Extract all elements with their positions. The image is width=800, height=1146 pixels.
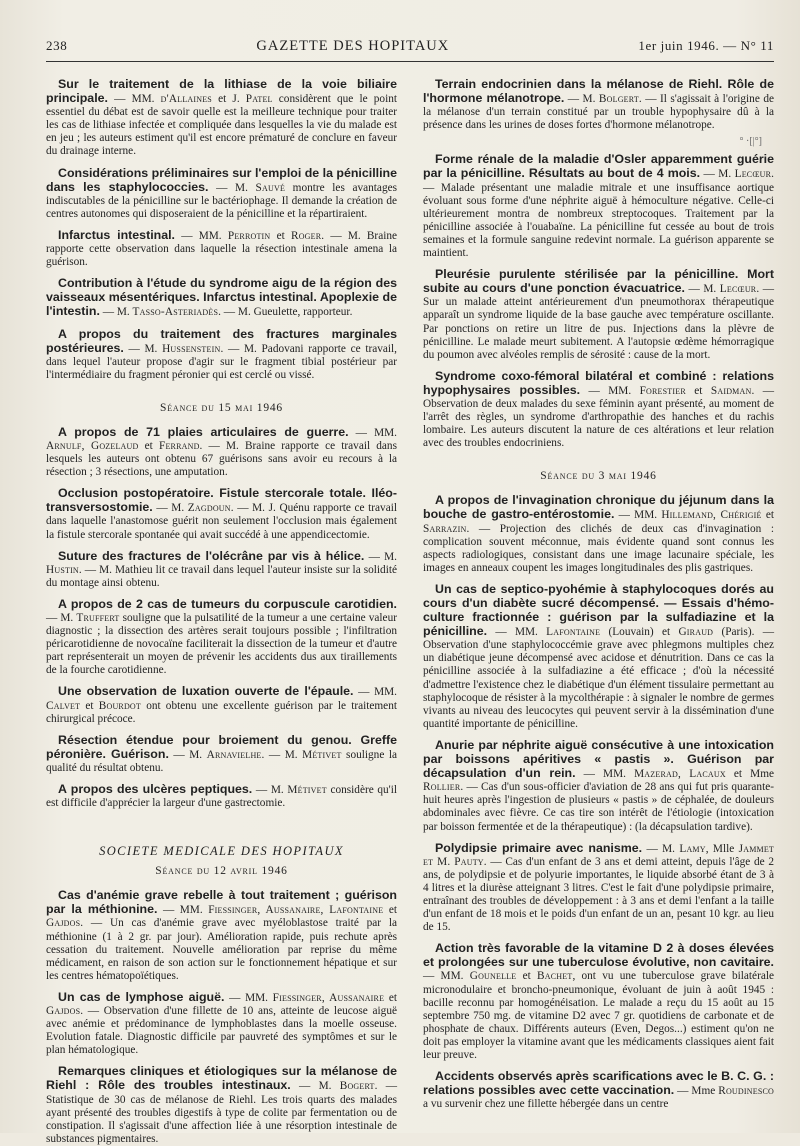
- entry-authors: Fiessinger, Aussanaire, Lafontaine: [208, 904, 384, 917]
- entry-authors-2: Métivet: [302, 748, 342, 761]
- abstract-entry: [423, 942, 774, 1062]
- entry-authors: Hussenstein: [162, 342, 221, 355]
- abstract-entry: [423, 739, 774, 834]
- abstract-entry: [46, 783, 397, 810]
- entry-connector: , Mlle: [705, 842, 739, 855]
- abstract-entry: [46, 889, 397, 983]
- abstract-entry: [46, 1065, 397, 1146]
- entry-prefix: — M.: [168, 748, 207, 761]
- entry-authors: Métivet: [287, 784, 327, 797]
- entry-text: (Paris). — Observation d'une staphylococcémie grave avec phlegmons multiples chez un diabétique jeune décompensé avec acidose et dénutrition. Dans ce cas la pénicilline associée à la sulfadiazine a été efficace ; d'où la nécessité d'admettre l'existence chez le diabétique d'un élément tissulaire permettant au staphylocoque de résister à la mycolthérapie : à signaler le nombre de germes vivants au niveau des leucocytes qui peuvent servir à la dissémination d'une quantité importante de pénicilline.: [423, 626, 775, 730]
- entry-text: . — Statistique de 30 cas de mélanose de Riehl. Les trois quarts des malades ayant présenté des troubles digestifs à type de colite par fermentation ou de constipation. Il s'agissait d'une affection liée à une résorption intestinale de substances pigmentaires.: [46, 1080, 398, 1145]
- entry-authors: Lecœur: [734, 168, 772, 181]
- entry-connector: et: [384, 991, 397, 1004]
- entry-prefix: — MM.: [575, 768, 635, 781]
- entry-connector: et: [138, 439, 159, 452]
- abstract-entry: [46, 167, 397, 221]
- entry-authors: Bogert: [339, 1080, 375, 1093]
- entry-text: . — M. Padovani rapporte ce travail, dans lequel l'auteur propose d'agir sur le fragment tibial postérieur par l'intermédiaire du fragment péronier qui est cerclé ou vissé.: [46, 342, 397, 381]
- entry-authors-2: Rollier: [423, 781, 461, 794]
- entry-prefix: — M.: [700, 168, 735, 181]
- entry-prefix: — MM.: [614, 509, 662, 522]
- page-number: 238: [46, 38, 68, 53]
- abstract-entry: [423, 842, 774, 935]
- entry-title: Anurie par néphrite aiguë consécutive à une intoxication par boissons apéritives « pastis ». Guérison par décapsulation d'un rein.: [423, 737, 774, 781]
- entry-text: . — Il s'agissait à l'origine de la mélanose d'un terrain constitué par un trouble hypophysaire dû à la présence dans les urines de doses fortes d'hormone mélanotrope.: [423, 93, 774, 132]
- entry-authors-2: Gajdos: [46, 1004, 81, 1017]
- entry-text: ont obtenu une excellente guérison par le traitement chirurgical précoce.: [46, 699, 397, 725]
- abstract-entry: [46, 277, 397, 319]
- entry-title: Considérations préliminaires sur l'emploi de la pénicilline dans les staphylococcies.: [46, 165, 397, 194]
- entry-prefix: — MM.: [580, 384, 640, 397]
- entry-title: Syndrome coxo-fémoral bilatéral et combiné : relations hypophysaires possibles.: [423, 368, 774, 397]
- entry-title: Infarctus intestinal.: [58, 227, 175, 242]
- entry-text: . — Cas d'un enfant de 3 ans et demi atteint, depuis l'âge de 2 ans, de polydipsie et de polyurie importantes, le liquide absorbé étant de 3 à 4 litres et la diurèse atteignant 3 litres. C'est le fait d'une polydipsie primaire, entraînant des troubles de développement : à 3 ans et demi l'enfant a la taille d'un enfant de 18 mois et le poids d'un enfant de un an, pesant 10 kgr. au lieu de 15.: [423, 855, 774, 934]
- abstract-entry: [46, 426, 397, 479]
- abstract-entry: [423, 370, 774, 451]
- entry-title: A propos de l'invagination chronique du jéjunum dans la bouche de gastro-entérostomie.: [423, 493, 774, 522]
- entry-authors: Bolgert: [598, 93, 639, 106]
- entry-text: . — Malade présentant une maladie mitrale et une insuffisance aortique évoluant sous forme d'une néphrite aiguë à hémoculture négative. Celle-ci ultérieurement montra de nombreux streptocoques. Traitement par la pénicilline associée à l'ouabaïne. La pénicilline fut cessée au bout de trois semaines et la formule sanguine redevint normale. La guérison apparente se maintient.: [423, 168, 774, 260]
- entry-connector: et: [383, 904, 398, 917]
- entry-authors-2: Bachet: [537, 970, 573, 983]
- entry-title: Résection étendue pour broiement du genou. Greffe péronière. Guérison.: [46, 732, 397, 761]
- entry-authors-2: Patel: [245, 93, 273, 106]
- entry-prefix: — M.: [564, 93, 599, 106]
- entry-prefix: — MM.: [487, 626, 547, 639]
- abstract-entry: [46, 78, 397, 159]
- entry-authors: Fiessinger, Aussanaire: [272, 991, 385, 1004]
- entry-text: considèrent que le point essentiel du débat est de savoir quelle est la meilleure technique pour traiter les cas de lithiase infectée et compliquée dans lesquelles la vie du malade est en jeu ; les auteurs estiment qu'il est encore prématuré de conclure en faveur du drainage interne.: [46, 93, 397, 158]
- margin-marks: ° ·[|°]: [739, 136, 762, 148]
- entry-title: Occlusion postopératoire. Fistule stercorale totale. Iléo-transversostomie.: [46, 486, 397, 515]
- entry-authors: Tasso-Asteriadès: [132, 306, 219, 319]
- entry-text: . — Cas d'un sous-officier d'aviation de 28 ans qui fut pris quarante-huit heures après l'ingestion de plusieurs « pastis » de céphalée, de douleurs abdominales avec fièvre. Ce cas tire son intérêt de l'étiologie (intoxication par boisson fermentée et de la thérapeutique) : (la décapsulation tardive).: [423, 781, 774, 833]
- entry-title: A propos de 2 cas de tumeurs du corpuscule carotidien.: [58, 596, 397, 611]
- entry-authors: Hustin: [46, 563, 79, 576]
- entry-prefix: — Mme: [674, 1085, 719, 1098]
- entry-authors-2: Giraud: [678, 626, 714, 639]
- entry-prefix: — MM.: [107, 93, 161, 106]
- page-header: [46, 38, 774, 62]
- entry-authors-2: Jammet et M. Pauty: [423, 842, 774, 868]
- abstract-entry: [46, 734, 397, 775]
- columns: [46, 77, 775, 1145]
- entry-title: Un cas de lymphose aiguë.: [58, 989, 225, 1004]
- entry-prefix: — MM.: [423, 970, 470, 983]
- entry-text: . — M. Gueulette, rapporteur.: [218, 306, 353, 319]
- entry-authors: Lamy: [679, 842, 706, 855]
- entry-prefix: — M.: [46, 612, 77, 624]
- entry-prefix: — M.: [152, 502, 188, 515]
- entry-authors: Hillemand, Chérigié: [661, 509, 762, 522]
- entry-connector: et: [685, 384, 711, 397]
- entry-title: Terrain endocrinien dans la mélanose de Riehl. Rôle de l'hormone mélanotrope.: [423, 77, 774, 106]
- entry-title: Remarques cliniques et étiologiques sur la mélanose de Riehl : Rôle des troubles intestinaux.: [46, 1064, 397, 1093]
- entry-title: Forme rénale de la maladie d'Osler apparemment guérie par la pénicilline. Résultats au bout de 4 mois.: [423, 152, 774, 181]
- issue-date: 1er juin 1946. — N° 11: [638, 38, 774, 53]
- entry-authors: Gounelle: [469, 970, 517, 983]
- entry-authors: Mazerad, Lacaux: [634, 768, 726, 781]
- entry-text: . — Projection des clichés de deux cas d'invagination : complication souvent méconnue, mais évidente quand sont connus les aspects radiologiques, consistant dans une image lacunaire spéciale, les images en anneaux coupent les images longitudinales des plis gastriques.: [423, 522, 774, 574]
- abstract-entry: [423, 268, 774, 362]
- entry-connector: . — M.: [261, 748, 303, 761]
- right-column: [423, 78, 774, 1128]
- entry-authors-2: Bourdot: [98, 699, 142, 712]
- entry-text: montre les avantages indiscutables de la pénicilline sur le bactériophage. Il demande la création de centres autonomes qui disposeraient de la pénicilline et la répartiraient.: [46, 181, 398, 220]
- entry-authors: Lafontaine: [546, 626, 601, 639]
- entry-title: Une observation de luxation ouverte de l'épaule.: [58, 684, 354, 699]
- session-heading: Séance du 15 mai 1946: [160, 401, 283, 414]
- entry-authors: d'Allaines: [160, 93, 212, 106]
- entry-prefix: — MM.: [353, 686, 398, 699]
- entry-title: Action très favorable de la vitamine D 2 à doses élevées et prolongées sur une tuberculose évolutive, non cavitaire.: [423, 941, 774, 970]
- entry-connector: (Louvain) et: [600, 626, 679, 639]
- entry-text: . — M. Braine rapporte ce travail dans lesquels les auteurs ont obtenu 67 guérisons sans avoir eu recours à la résection ; 3 résections, une amputation.: [46, 439, 397, 479]
- abstract-entry: [423, 78, 774, 132]
- entry-prefix: — M.: [684, 283, 720, 296]
- entry-prefix: — M.: [208, 181, 256, 194]
- entry-text: . — M. J. Quénu rapporte ce travail dans laquelle l'anastomose guérit non seulement l'occlusion mais également la fistule stercorale spontanée qui avait succédé à une appendicectomie.: [46, 502, 397, 541]
- entry-title: Cas d'anémie grave rebelle à tout traitement ; guérison par la méthionine.: [46, 888, 397, 917]
- entry-title: Contribution à l'étude du syndrome aigu de la région des vaisseaux mésentériques. Infarctus intestinal. Apoplexie de l'intestin.: [46, 276, 397, 319]
- entry-prefix: — M.: [642, 842, 680, 855]
- left-column: [46, 77, 398, 1145]
- entry-authors-2: Sarrazin: [423, 522, 467, 535]
- abstract-entry: [423, 1070, 774, 1111]
- entry-authors-2: Gajdos: [46, 917, 81, 930]
- abstract-entry: [46, 550, 397, 590]
- entry-authors: Perrotin: [227, 229, 271, 242]
- entry-prefix: — MM.: [224, 991, 273, 1004]
- entry-authors: Calvet: [46, 699, 81, 712]
- entry-authors: Truffert: [76, 612, 120, 624]
- entry-connector: et: [516, 970, 538, 983]
- entry-authors: Zagdoun: [187, 502, 231, 515]
- entry-title: A propos des ulcères peptiques.: [58, 782, 253, 797]
- entry-title: Polydipsie primaire avec nanisme.: [435, 840, 643, 855]
- session-heading: Séance du 12 avril 1946: [155, 865, 288, 878]
- entry-connector: et Mme: [725, 768, 774, 781]
- entry-prefix: — M.: [252, 784, 288, 797]
- entry-connector: et: [80, 699, 99, 712]
- abstract-entry: [423, 494, 774, 575]
- entry-text: souligne la qualité du résultat obtenu.: [46, 748, 398, 774]
- abstract-entry: [46, 328, 397, 382]
- abstract-entry: [46, 487, 397, 541]
- entry-authors: Arnavielhe: [206, 748, 262, 761]
- entry-title: Un cas de septico-pyohémie à staphylocoques dorés au cours d'un diabète sucré décompensé. — Essais d'hémo-culture fractionnée : guérison par la sulfadiazine et la pénicilline.: [423, 581, 774, 639]
- entry-text: . — M. Braine rapporte cette observation dans laquelle la résection intestinale amena la guérison.: [46, 229, 398, 269]
- entry-text: . — Observation d'une fillette de 10 ans, atteinte de leucose aiguë avec anémie et prédominance de lymphoblastes dans la moelle osseuse. Evolution fatale. Diagnostic difficile par pauvreté des symptômes et sur le plan hématologique.: [46, 1004, 397, 1057]
- entry-text: considère qu'il est difficile d'apprécier la largeur d'une gastrectomie.: [46, 784, 397, 810]
- entry-connector: et J.: [211, 93, 246, 106]
- entry-text: . — Sur un malade atteint antérieurement d'un pneumothorax thérapeutique apparaît un syndrome liquide de la base gauche avec température oscillante. Par ponctions on retire un litre de pus. Injections dans la plèvre de pénicilline. Le malade meurt subitement. A l'autopsie œdème hémorragique du poumon avec alvéoles remplis de sérosité : cause de la mort.: [423, 283, 775, 361]
- entry-prefix: — M.: [364, 550, 397, 563]
- session-heading: Séance du 3 mai 1946: [540, 470, 657, 483]
- entry-authors-2: Ferrand: [158, 439, 200, 452]
- entry-connector: et: [761, 509, 774, 522]
- abstract-entry: [46, 229, 397, 269]
- entry-authors: Roudinesco: [718, 1085, 774, 1098]
- entry-authors: Lecœur: [719, 283, 757, 296]
- entry-authors: Arnulf, Gozelaud: [46, 439, 139, 452]
- entry-title: Sur le traitement de la lithiase de la voie biliaire principale.: [46, 77, 397, 106]
- entry-title: Accidents observés après scarifications avec le B. C. G. : relations possibles avec cette vaccination.: [423, 1069, 774, 1098]
- entry-prefix: — M.: [123, 342, 163, 355]
- entry-text: . — Un cas d'anémie grave avec myéloblastose traité par la méthionine (1 à 2 gr. par jour). Amélioration rapide, puis rechute après cessation du traitement. Nouvelle amélioration par reprise du même médicament, en raison de son action sur le fonctionnement hépatique et sur les centres hématopoïétiques.: [46, 917, 397, 982]
- entry-title: A propos de 71 plaies articulaires de guerre.: [58, 424, 349, 439]
- entry-prefix: — MM.: [348, 426, 398, 439]
- entry-text: souligne que la pulsatilité de la tumeur a une certaine valeur diagnostic ; la dissection des artères serait toujours possible ; l'infiltration péricarotidienne de novocaïne faciliterait la dissection de la tumeur et d'autre part représenterait un moyen de prévenir les accidents dus aux tiraillements de la fourche carotidienne.: [46, 612, 397, 677]
- entry-text: . — Observation de deux malades du sexe féminin ayant présenté, au moment de l'arrêt des règles, un syndrome d'arthropathie des hanches et du rachis lombaire. Les auteurs discutent la nature de ces altérations et leur relation avec des troubles endocriniens.: [423, 384, 774, 450]
- abstract-entry: [46, 598, 397, 678]
- entry-prefix: — M.: [99, 306, 133, 319]
- entry-text: a vu survenir chez une fillette hébergée dans un centre: [423, 1098, 669, 1111]
- abstract-entry: [46, 991, 397, 1057]
- journal-title: GAZETTE DES HOPITAUX: [256, 38, 450, 54]
- entry-connector: et: [270, 229, 291, 242]
- entry-authors: Sauvé: [255, 181, 286, 194]
- entry-title: A propos du traitement des fractures marginales postérieures.: [46, 326, 397, 355]
- entry-prefix: — M.: [290, 1080, 340, 1093]
- entry-text: , ont vu une tuberculose grave bilatérale micronodulaire et broncho-pneumonique, évoluant de juin à août 1945 : bacille reconnu par homogénéisation. Le malade a reçu du 15 août au 15 septembre 750 mg. de vitamine D2 avec 7 gr. quotidiens de carbonate et de phosphate de chaux. Différents auteurs (Even, Degos...) estiment qu'on ne doit pas employer la vitamine avant que les médicaments classiques aient fait leur preuve.: [423, 970, 774, 1061]
- society-heading: SOCIETE MEDICALE DES HOPITAUX: [99, 844, 344, 859]
- entry-authors-2: Roger: [290, 229, 322, 242]
- entry-title: Pleurésie purulente stérilisée par la pénicilline. Mort subite au cours d'une ponction évacuatrice.: [423, 267, 774, 296]
- entry-prefix: — MM.: [157, 904, 209, 917]
- abstract-entry: [423, 583, 774, 731]
- entry-authors-2: Saidman: [710, 384, 752, 397]
- entry-authors: Forestier: [639, 384, 686, 397]
- entry-text: . — M. Mathieu lit ce travail dans lequel l'auteur insiste sur la solidité du montage ainsi obtenu.: [46, 563, 397, 589]
- abstract-entry: [46, 685, 397, 725]
- abstract-entry: [423, 153, 774, 260]
- entry-prefix: — MM.: [175, 229, 228, 242]
- entry-title: Suture des fractures de l'olécrâne par vis à hélice.: [58, 548, 365, 563]
